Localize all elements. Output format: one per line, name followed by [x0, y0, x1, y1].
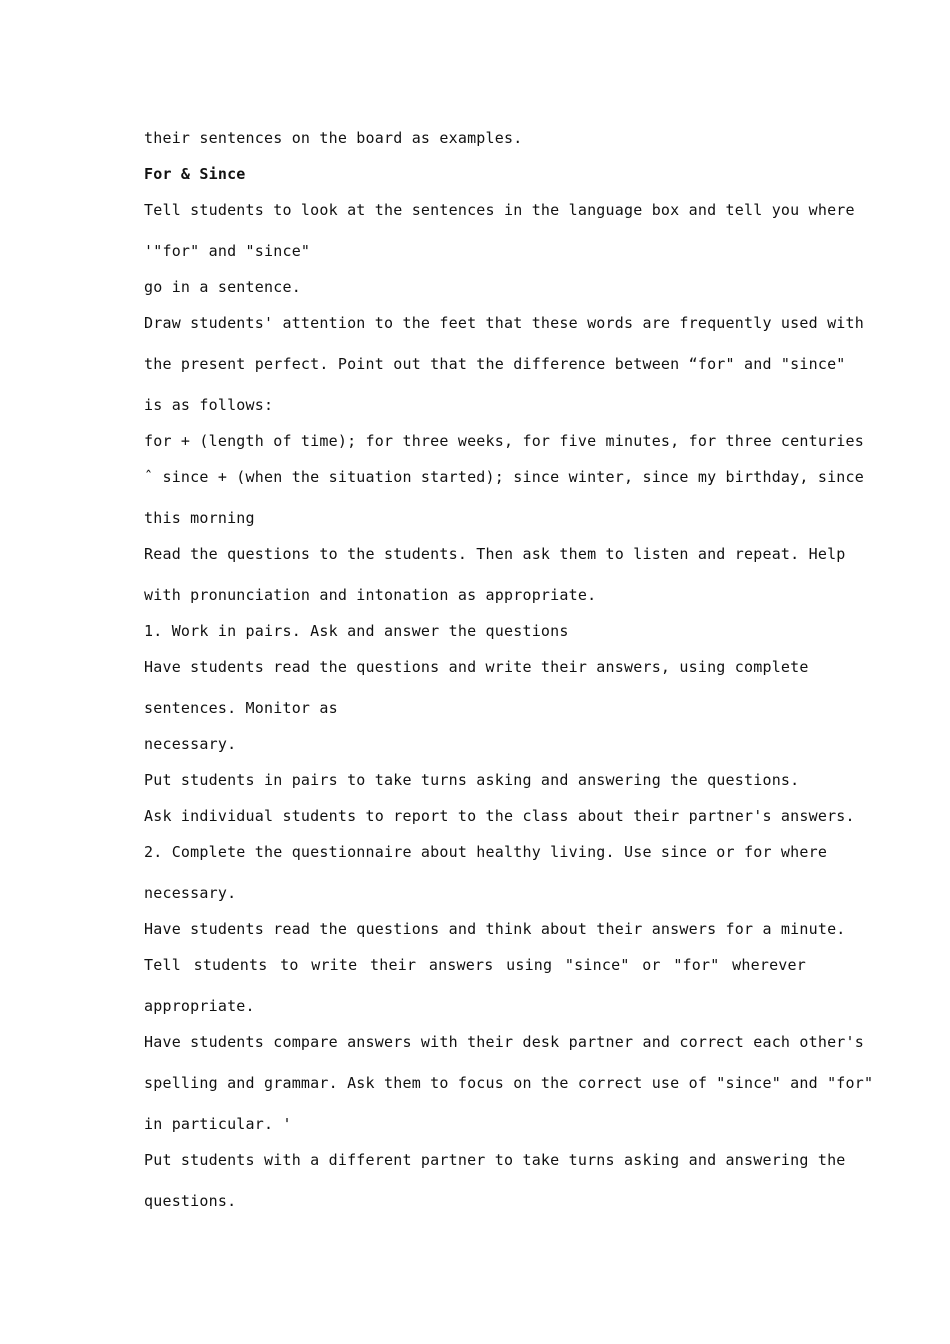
text-line: Put students with a different partner to take turns asking and answering the [144, 1151, 846, 1169]
text-line: Read the questions to the students. Then ask them to listen and repeat. Help [144, 545, 846, 563]
text-line: sentences. Monitor as [144, 699, 338, 717]
section-heading: For & Since [144, 165, 246, 183]
text-line: Tell students to look at the sentences in the language box and tell you where [144, 201, 855, 219]
text-line: spelling and grammar. Ask them to focus on the correct use of "since" and "for" [144, 1074, 874, 1092]
text-line: ˆ since + (when the situation started); since winter, since my birthday, since [144, 468, 864, 486]
text-line: Put students in pairs to take turns asking and answering the questions. [144, 771, 800, 789]
text-line: Tell students to write their answers using "since" or "for" wherever [144, 956, 806, 974]
text-line: Have students read the questions and write their answers, using complete [144, 658, 809, 676]
text-line: '"for" and "since" [144, 242, 311, 260]
text-line: Draw students' attention to the feet that these words are frequently used with [144, 314, 864, 332]
text-line: Have students compare answers with their desk partner and correct each other's [144, 1033, 864, 1051]
text-line: go in a sentence. [144, 278, 301, 296]
text-line: for + (length of time); for three weeks, for five minutes, for three centuries [144, 432, 864, 450]
text-line: is as follows: [144, 396, 274, 414]
text-line: with pronunciation and intonation as appropriate. [144, 586, 597, 604]
text-line: appropriate. [144, 997, 255, 1015]
text-line: this morning [144, 509, 255, 527]
text-line: Have students read the questions and think about their answers for a minute. [144, 920, 846, 938]
text-line: in particular. ' [144, 1115, 292, 1133]
text-line: necessary. [144, 884, 237, 902]
text-line: necessary. [144, 735, 237, 753]
text-line: their sentences on the board as examples. [144, 129, 523, 147]
list-item-heading: 1. Work in pairs. Ask and answer the questions [144, 622, 569, 640]
text-line: Ask individual students to report to the class about their partner's answers. [144, 807, 855, 825]
text-line: the present perfect. Point out that the difference between “for" and "since" [144, 355, 846, 373]
list-item-heading: 2. Complete the questionnaire about healthy living. Use since or for where [144, 843, 828, 861]
text-line: questions. [144, 1192, 237, 1210]
